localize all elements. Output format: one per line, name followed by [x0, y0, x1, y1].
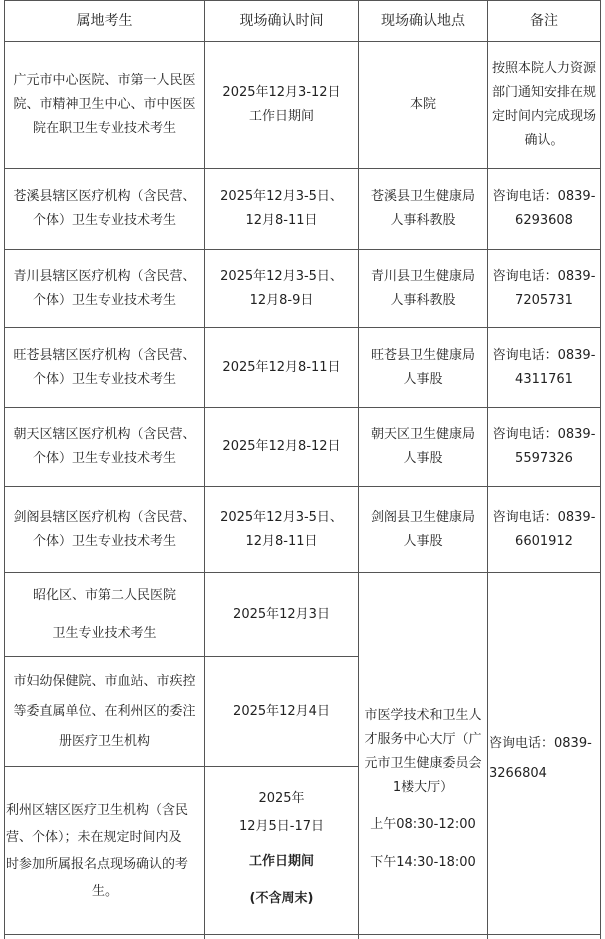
group-a-area: [5, 573, 204, 656]
row4-time-line: 2025年12月8-11日: [222, 359, 341, 375]
row4-area-line: 个体）卫生专业技术考生: [32, 371, 176, 387]
row1-note-line: 部门通知安排在规: [491, 85, 596, 100]
merged-note-line: 咨询电话：0839-: [489, 735, 592, 751]
row2-place: [359, 169, 487, 249]
row4-note: [488, 328, 600, 407]
row3-note-line: 7205731: [515, 292, 573, 308]
group-b-area-line: 册医疗卫生机构: [58, 733, 150, 749]
row3-area-line: 个体）卫生专业技术考生: [32, 292, 176, 308]
row5-place: [359, 408, 487, 486]
row5-time-line: 2025年12月8-12日: [222, 439, 341, 454]
row4-note-line: 4311761: [515, 371, 573, 387]
header-time-label: 现场确认时间: [239, 13, 324, 29]
merged-place-line: 1楼大厅）: [392, 779, 454, 795]
header-note: [488, 1, 600, 41]
row6-place-line: 剑阁县卫生健康局: [370, 509, 475, 525]
group-c-area-line: 营、个体）；未在规定时间内及: [6, 829, 182, 845]
row5-note-line: 5597326: [515, 451, 573, 466]
header-area: [5, 1, 204, 41]
merged-place-line: 元市卫生健康委员会: [364, 755, 482, 771]
row3-time-line: 12月8-9日: [249, 292, 314, 308]
row1-area-line: 广元市中心医院、市第一人民医: [13, 73, 196, 88]
row1-note: [488, 42, 600, 168]
row4-place: [359, 328, 487, 407]
group-b-area-line: 市妇幼保健院、市血站、市疾控: [13, 673, 196, 689]
group-c-no-weekends: (不含周末): [249, 890, 314, 906]
row1-area-line: 院、市精神卫生中心、市中医医: [13, 97, 196, 112]
group-c-area-line: 利州区辖区医疗卫生机构（含民: [6, 802, 189, 818]
row5-note-line: 咨询电话：0839-: [492, 427, 596, 442]
row4-note-line: 咨询电话：0839-: [492, 347, 596, 363]
row3-time: [205, 250, 358, 327]
header-note-label: 备注: [530, 13, 558, 29]
row6-note: [488, 487, 600, 572]
row1-note-line: 按照本院人力资源: [491, 61, 596, 76]
row2-place-line: 苍溪县卫生健康局: [370, 189, 475, 204]
row5-area-line: 个体）卫生专业技术考生: [32, 451, 176, 466]
row2-area-line: 苍溪县辖区医疗机构（含民营、: [13, 189, 196, 204]
header-area-label: 属地考生: [76, 13, 133, 29]
row4-place-line: 人事股: [403, 371, 443, 387]
header-place: [359, 1, 487, 41]
row5-place-line: 人事股: [403, 451, 443, 466]
row4-area-line: 旺苍县辖区医疗机构（含民营、: [13, 347, 196, 363]
row1-place-line: 本院: [409, 97, 436, 112]
group-c-area-line: 时参加所属报名点现场确认的考: [6, 856, 189, 872]
group-c-area: [6, 767, 204, 934]
header-place-label: 现场确认地点: [381, 13, 465, 29]
row5-area-line: 朝天区辖区医疗机构（含民营、: [13, 427, 196, 442]
row3-note: [488, 250, 600, 327]
row1-area-line: 院在职卫生专业技术考生: [32, 121, 176, 136]
group-c-workdays: 工作日期间: [248, 853, 314, 869]
group-a-time-line: 2025年12月3日: [233, 606, 330, 622]
row3-place: [359, 250, 487, 327]
group-c-time-line: 12月5日-17日: [238, 818, 325, 834]
row2-note: [488, 169, 600, 249]
row6-area-line: 剑阁县辖区医疗机构（含民营、: [13, 509, 196, 525]
row5-time: [205, 408, 358, 486]
table-border-bottom: [4, 934, 601, 935]
row2-place-line: 人事科教股: [390, 213, 456, 228]
row1-note-line: 定时间内完成现场: [491, 109, 596, 124]
group-a-time: [205, 573, 358, 656]
group-a-area-line: 昭化区、市第二人民医院: [32, 587, 176, 603]
group-b-time: [205, 657, 358, 766]
row3-time-line: 2025年12月3-5日、: [220, 268, 343, 284]
row1-note-line: 确认。: [524, 133, 564, 148]
row4-place-line: 旺苍县卫生健康局: [370, 347, 475, 363]
row6-time: [205, 487, 358, 572]
row2-area: [5, 169, 204, 249]
row6-area-line: 个体）卫生专业技术考生: [32, 533, 176, 549]
row4-area: [5, 328, 204, 407]
row3-area-line: 青川县辖区医疗机构（含民营、: [13, 268, 196, 284]
row1-place: [359, 42, 487, 168]
row6-note-line: 6601912: [515, 533, 573, 549]
group-b-area-line: 等委直属单位、在利州区的委注: [13, 703, 196, 719]
row3-place-line: 人事科教股: [390, 292, 456, 308]
group-c-time-line: 2025年: [258, 790, 305, 806]
row6-time-line: 2025年12月3-5日、: [220, 509, 343, 525]
row3-note-line: 咨询电话：0839-: [492, 268, 596, 284]
row2-time-line: 12月8-11日: [245, 213, 318, 228]
merged-place: [359, 573, 487, 934]
group-a-area-line: 卫生专业技术考生: [52, 625, 157, 641]
row6-place: [359, 487, 487, 572]
row2-area-line: 个体）卫生专业技术考生: [32, 213, 176, 228]
header-time: [205, 1, 358, 41]
row3-area: [5, 250, 204, 327]
row6-time-line: 12月8-11日: [245, 533, 318, 549]
row6-note-line: 咨询电话：0839-: [492, 509, 596, 525]
row2-note-line: 6293608: [515, 213, 573, 228]
row6-area: [5, 487, 204, 572]
row2-note-line: 咨询电话：0839-: [492, 189, 596, 204]
row5-note: [488, 408, 600, 486]
table-border-right: [600, 0, 601, 939]
merged-place-line: 市医学技术和卫生人: [364, 707, 482, 723]
row1-time-line: 工作日期间: [248, 109, 314, 124]
merged-note-line: 3266804: [489, 765, 547, 781]
row2-time-line: 2025年12月3-5日、: [220, 189, 343, 204]
row2-time: [205, 169, 358, 249]
row1-time: [205, 42, 358, 168]
group-b-area: [5, 657, 204, 766]
group-c-time: [205, 767, 358, 934]
row3-place-line: 青川县卫生健康局: [370, 268, 475, 284]
row5-place-line: 朝天区卫生健康局: [370, 427, 475, 442]
office-hours-afternoon: 下午14:30-18:00: [370, 854, 476, 870]
row6-place-line: 人事股: [403, 533, 443, 549]
group-c-area-line: 生。: [91, 883, 118, 899]
row4-time: [205, 328, 358, 407]
merged-place-line: 才服务中心大厅（广: [364, 731, 482, 747]
row1-area: [5, 42, 204, 168]
row5-area: [5, 408, 204, 486]
office-hours-morning: 上午08:30-12:00: [370, 816, 476, 832]
row1-time-line: 2025年12月3-12日: [222, 85, 341, 100]
merged-note: [489, 573, 600, 934]
group-b-time-line: 2025年12月4日: [233, 703, 330, 719]
